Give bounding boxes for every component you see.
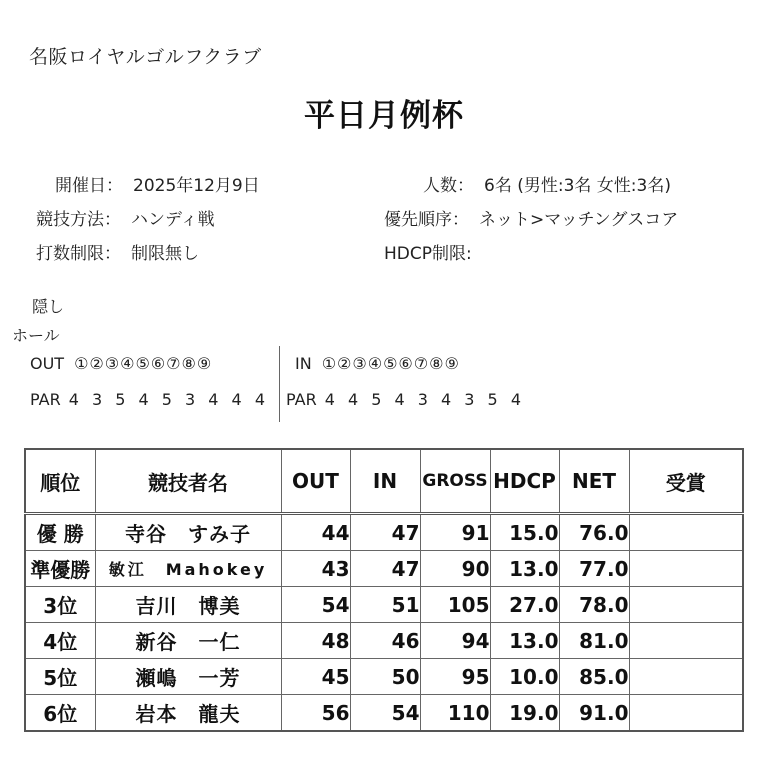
hdcp-cell: 13.0 [490,551,559,587]
method-label: 競技方法： [36,210,121,230]
rank-cell: 準優勝 [25,551,95,587]
priority-value: ネット>マッチングスコア [479,210,679,230]
in-label: IN [295,354,312,373]
award-cell [629,587,743,623]
people-value: 6名 (男性:3名 女性:3名) [484,176,671,196]
info-hdcp-limit [384,239,482,264]
rank-cell: 3位 [25,587,95,623]
par-in-values: 4 4 5 4 3 4 3 5 4 [324,390,525,409]
results-table [24,448,744,732]
player-name-cell: 瀬嶋 一芳 [95,659,281,695]
award-cell [629,659,743,695]
info-people [423,171,671,196]
in-cell: 46 [350,623,420,659]
net-cell: 91.0 [559,695,629,732]
out-cell: 43 [281,551,350,587]
player-name-cell: 敏江 Mahokey [95,551,281,587]
hdcp-cell: 19.0 [490,695,559,732]
gross-cell: 90 [420,551,490,587]
info-method [36,205,215,230]
in-cell: 47 [350,514,420,551]
net-cell: 77.0 [559,551,629,587]
net-cell: 78.0 [559,587,629,623]
out-in-divider [279,346,280,422]
table-row [25,514,743,551]
rank-cell: 5位 [25,659,95,695]
method-value: ハンディ戦 [131,210,215,230]
page-title: 平日月例杯 [304,98,464,134]
net-cell: 85.0 [559,659,629,695]
hidden-holes-label-line1: 隠し [32,297,65,316]
header-out: OUT [281,449,350,514]
header-hdcp: HDCP [490,449,559,514]
header-award: 受賞 [629,449,743,514]
in-cell: 54 [350,695,420,732]
rank-cell: 優 勝 [25,514,95,551]
out-hidden-row [30,354,212,373]
table-row [25,551,743,587]
gross-cell: 94 [420,623,490,659]
hdcp-cell: 15.0 [490,514,559,551]
limit-label: 打数制限： [36,244,121,264]
award-cell [629,623,743,659]
net-cell: 81.0 [559,623,629,659]
hidden-holes-label-line2: ホール [12,326,60,345]
header-gross: GROSS [420,449,490,514]
player-name-cell: 吉川 博美 [95,587,281,623]
gross-cell: 110 [420,695,490,732]
player-name-cell: 寺谷 すみ子 [95,514,281,551]
net-cell: 76.0 [559,514,629,551]
priority-label: 優先順序： [384,210,469,230]
par-in-row [286,390,525,409]
player-name-cell: 岩本 龍夫 [95,695,281,732]
table-header-row [25,449,743,514]
par-out-label: PAR [30,390,61,409]
out-cell: 45 [281,659,350,695]
info-limit [36,239,199,264]
limit-value: 制限無し [131,244,199,264]
header-rank: 順位 [25,449,95,514]
in-cell: 47 [350,551,420,587]
in-cell: 51 [350,587,420,623]
info-date [55,171,260,196]
rank-cell: 4位 [25,623,95,659]
table-row [25,623,743,659]
header-in: IN [350,449,420,514]
out-cell: 48 [281,623,350,659]
in-hidden-row [295,354,460,373]
hdcp-cell: 10.0 [490,659,559,695]
table-row [25,659,743,695]
in-hole-marks: ①②③④⑤⑥⑦⑧⑨ [321,354,460,373]
award-cell [629,514,743,551]
player-name-cell: 新谷 一仁 [95,623,281,659]
club-name: 名阪ロイヤルゴルフクラブ [29,46,262,68]
in-cell: 50 [350,659,420,695]
out-label: OUT [30,354,65,373]
table-row [25,695,743,732]
gross-cell: 95 [420,659,490,695]
people-label: 人数： [423,176,474,196]
rank-cell: 6位 [25,695,95,732]
header-net: NET [559,449,629,514]
hdcp-limit-label: HDCP制限: [384,244,472,264]
award-cell [629,695,743,732]
gross-cell: 105 [420,587,490,623]
par-out-values: 4 3 5 4 5 3 4 4 4 [68,390,269,409]
out-cell: 44 [281,514,350,551]
out-hole-marks: ①②③④⑤⑥⑦⑧⑨ [74,354,213,373]
date-value: 2025年12月9日 [133,176,260,196]
gross-cell: 91 [420,514,490,551]
date-label: 開催日： [55,176,123,196]
header-name: 競技者名 [95,449,281,514]
par-in-label: PAR [286,390,317,409]
hdcp-cell: 27.0 [490,587,559,623]
out-cell: 56 [281,695,350,732]
out-cell: 54 [281,587,350,623]
award-cell [629,551,743,587]
info-priority [384,205,678,230]
par-out-row [30,390,269,409]
hdcp-cell: 13.0 [490,623,559,659]
table-row [25,587,743,623]
